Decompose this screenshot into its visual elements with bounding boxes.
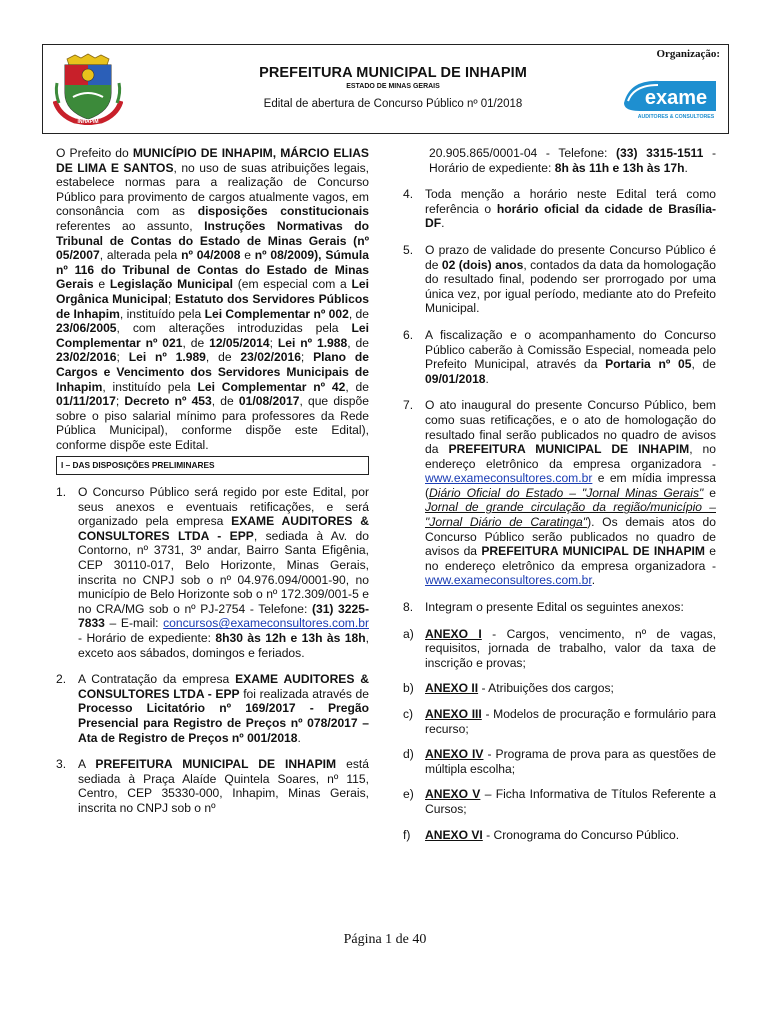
annex-item: a) ANEXO I - Cargos, vencimento, nº de vagas, requisitos, jornada de trabalho, valor da taxa de inscrição e provas; <box>403 626 717 670</box>
clause-5: 5. O prazo de validade do presente Concurso Público é de 02 (dois) anos, contados da data da homologação do resultado final, podendo ser prorrogado por uma única vez, por igual período, mediante ato do Prefeito Municipal. <box>403 242 716 316</box>
svg-text:AUDITORES & CONSULTORES: AUDITORES & CONSULTORES <box>637 114 715 120</box>
clause-3: 3. A PREFEITURA MUNICIPAL DE INHAPIM está sediada à Praça Alaíde Quintela Soares, nº 115, Centro, CEP 35330-000, Inhapim, Minas Gerais, inscrita no CNPJ sob o nº <box>56 757 369 815</box>
website-link[interactable]: www.exameconsultores.com.br <box>425 573 592 588</box>
page-number: Página 1 de 40 <box>343 932 427 947</box>
annex-item: b) ANEXO II - Atribuições dos cargos; <box>403 681 614 696</box>
annex-item: e) ANEXO V – Ficha Informativa de Títulos Referente a Cursos; <box>403 787 716 816</box>
left-column <box>56 146 369 828</box>
edital-number: Edital de abertura de Concurso Público nº 01/2018 <box>263 98 523 110</box>
exame-logo-icon <box>620 73 720 121</box>
municipal-crest-icon <box>53 53 123 125</box>
annex-item: f) ANEXO VI - Cronograma do Concurso Público. <box>403 827 680 842</box>
right-column <box>403 146 716 853</box>
document-header <box>42 44 729 134</box>
section-heading-preliminares: I – DAS DISPOSIÇÕES PRELIMINARES <box>56 456 369 475</box>
title-block <box>183 65 603 110</box>
email-link[interactable]: concursos@exameconsultores.com.br <box>163 616 369 631</box>
clause-2: 2. A Contratação da empresa EXAME AUDITORES & CONSULTORES LTDA - EPP foi realizada através de Processo Licitatório nº 169/2017 - Pregão Presencial para Registro de Preços nº 078/2017 – Ata de Registro de Preços nº 001/2018. <box>56 672 369 745</box>
annex-item: d) ANEXO IV - Programa de prova para as questões de múltipla escolha; <box>403 747 716 776</box>
clause-8: 8. Integram o presente Edital os seguintes anexos: <box>403 600 684 615</box>
svg-text:exame: exame <box>644 87 708 109</box>
intro-paragraph: O Prefeito do MUNICÍPIO DE INHAPIM, MÁRCIO ELIAS DE LIMA E SANTOS, no uso de suas atribuições legais, estabelece normas para a realização de Concurso Público para provimento de cargos atualmente vagos, em consonância com as disposições constitucionais referentes ao assunto, Instruções Normativas do Tribunal de Contas do Estado de Minas Gerais (nº 05/2007, alterada pela nº 04/2008 e nº 08/2009), Súmula nº 116 do Tribunal de Contas do Estado de Minas Gerais e Legislação Municipal (em especial com a Lei Orgânica Municipal; Estatuto dos Servidores Públicos de Inhapim, instituído pela Lei Complementar nº 002, de 23/06/2005, com alterações introduzidas pela Lei Complementar nº 021, de 12/05/2014; Lei nº 1.988, de 23/02/2016; Lei nº 1.989, de 23/02/2016; Plano de Cargos e Vencimento dos Servidores Municipais de Inhapim, instituído pela Lei Complementar nº 42, de 01/11/2017; Decreto nº 453, de 01/08/2017, que dispõe sobre o piso salarial mínimo para professores da Rede Pública Municipal), conforme dispõe este Edital), conforme dispõe este Edital. <box>56 146 370 452</box>
organization-label: Organização: <box>656 48 720 60</box>
clause-1: 1. O Concurso Público será regido por este Edital, por seus anexos e eventuais retificações, e será organizado pela empresa EXAME AUDITORES & CONSULTORES LTDA - EPP, sediada à Av. do Contorno, nº 3731, 3º andar, Bairro Santa Efigênia, CEP 30110-017, Belo Horizonte, Minas Gerais, inscrita no CNPJ sob o nº 04.976.094/0001-90, no município de Belo Horizonte sob o nº 172.309/001-5 e no CRA/MG sob o nº PJ-2754 - Telefone: (31) 3225-7833 – E-mail: concursos@exameconsultores.com.br - Horário de expediente: 8h30 às 12h e 13h às 18h, exceto aos sábados, domingos e feriados. <box>56 485 370 660</box>
clause-7: 7. O ato inaugural do presente Concurso Público, bem como suas retificações, e o ato de homologação do resultado final serão publicados no quadro de avisos da PREFEITURA MUNICIPAL DE INHAPIM, no endereço eletrônico da empresa organizadora - www.exameconsultores.com.br e em mídia impressa (Diário Oficial do Estado – "Jornal Minas Gerais" e Jornal de grande circulação da região/município – "Jornal Diário de Caratinga"). Os demais atos do Concurso Público serão publicados no quadro de avisos da PREFEITURA MUNICIPAL DE INHAPIM e no endereço eletrônico da empresa organizadora - www.exameconsultores.com.br. <box>403 398 717 588</box>
clause-3-continued: 20.905.865/0001-04 - Telefone: (33) 3315-1511 - Horário de expediente: 8h às 11h e 13h às 17h. <box>429 146 716 175</box>
clause-6: 6. A fiscalização e o acompanhamento do Concurso Público caberão à Comissão Especial, nomeada pelo Prefeito Municipal, através da Portaria nº 05, de 09/01/2018. <box>403 327 716 386</box>
page-subtitle: ESTADO DE MINAS GERAIS <box>346 83 440 90</box>
website-link[interactable]: www.exameconsultores.com.br <box>425 471 593 486</box>
page-title: PREFEITURA MUNICIPAL DE INHAPIM <box>259 65 527 81</box>
clause-4: 4. Toda menção a horário neste Edital terá como referência o horário oficial da cidade de Brasília-DF. <box>403 187 716 231</box>
annex-item: c) ANEXO III - Modelos de procuração e formulário para recurso; <box>403 707 716 736</box>
svg-text:INHAPIM: INHAPIM <box>77 119 99 125</box>
